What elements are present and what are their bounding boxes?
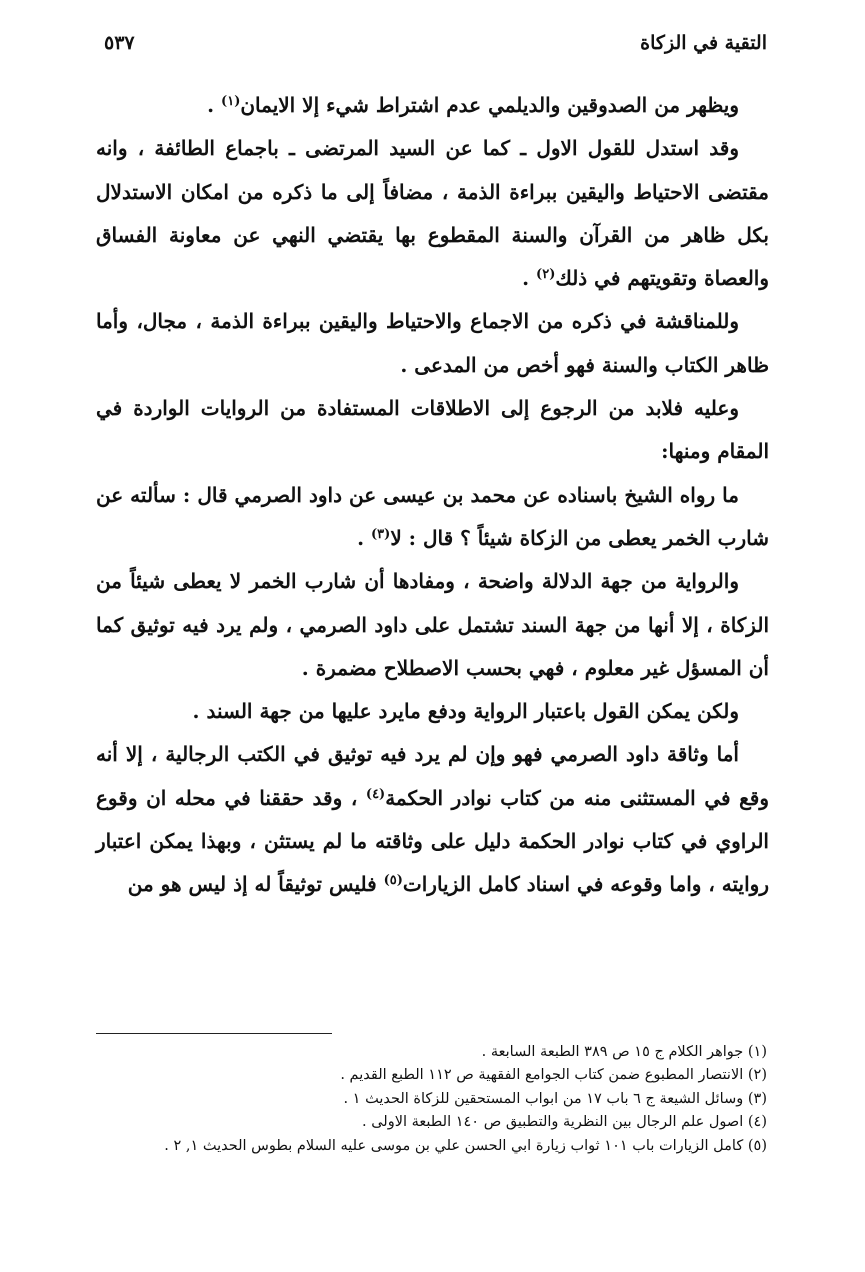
- paragraph-3: [96, 300, 769, 387]
- paragraph-6: [96, 560, 769, 690]
- running-title: التقية في الزكاة: [640, 32, 767, 54]
- paragraph-1: [96, 84, 769, 127]
- footnote-ref-5: (٥): [383, 873, 403, 889]
- paragraph-text: ولكن يمكن القول باعتبار الرواية ودفع مايرد عليها من جهة السند .: [192, 699, 739, 724]
- paragraph-text: ، وقد حققنا في محله ان وقوع الراوي في كتاب نوادر الحكمة دليل على وثاقته ما لم يستثن ، وبهذا يمكن اعتبار روايته ، واما وقوعه في اسناد كامل الزيارات: [96, 785, 769, 897]
- paragraph-2: [96, 127, 769, 300]
- footnote-4: (٤) اصول علم الرجال بين النظرية والتطبيق ص ١٤٠ الطبعة الاولى .: [361, 1114, 767, 1131]
- footnote-5: (٥) كامل الزيارات باب ١٠١ ثواب زيارة ابي الحسن علي بن موسى عليه السلام بطوس الحديث ١, ٢ .: [164, 1137, 767, 1154]
- paragraph-text: وقد استدل للقول الاول ـ كما عن السيد المرتضى ـ باجماع الطائفة ، وانه مقتضى الاحتياط واليقين ببراءة الذمة ، مضافاً إلى ما ذكره من امكان الاستدلال بكل ظاهر من القرآن والسنة المقطوع بها يقتضي النهي عن معاونة الفساق والعصاة وتقويتهم في ذلك: [96, 136, 769, 291]
- footnote-ref-1: (١): [221, 94, 241, 109]
- paragraph-5: [96, 474, 769, 561]
- paragraph-text: وللمناقشة في ذكره من الاجماع والاحتياط واليقين ببراءة الذمة ، مجال، وأما ظاهر الكتاب والسنة فهو أخص من المدعى .: [96, 309, 769, 377]
- footnotes: [97, 1041, 767, 1158]
- footnote-2: (٢) الانتصار المطبوع ضمن كتاب الجوامع الفقهية ص ١١٢ الطبع القديم .: [340, 1067, 767, 1084]
- paragraph-tail: .: [207, 93, 222, 117]
- paragraph-text: ويظهر من الصدوقين والديلمي عدم اشتراط شيء إلا الايمان: [240, 93, 739, 117]
- footnote-divider: [96, 1033, 332, 1034]
- paragraph-tail: .: [522, 266, 537, 291]
- paragraph-text: ما رواه الشيخ باسناده عن محمد بن عيسى عن داود الصرمي قال : سألته عن شارب الخمر يعطى من الزكاة شيئاً ؟ قال : لا: [96, 482, 769, 550]
- footnote-ref-4: (٤): [365, 786, 386, 802]
- paragraph-text: وعليه فلابد من الرجوع إلى الاطلاقات المستفادة من الروايات الواردة في المقام ومنها:: [96, 396, 769, 464]
- footnote-1: (١) جواهر الكلام ج ١٥ ص ٣٨٩ الطبعة السابعة .: [481, 1044, 767, 1060]
- paragraph-tail: .: [357, 525, 372, 550]
- body-text: [96, 84, 769, 907]
- paragraph-text: أما وثاقة داود الصرمي فهو وإن لم يرد فيه توثيق في الكتب الرجالية ، إلا أنه وقع في المستثنى منه من كتاب نوادر الحكمة: [96, 742, 769, 810]
- paragraph-text: فليس توثيقاً له إذ ليس هو من: [127, 872, 384, 897]
- page-number: ٥٣٧: [104, 32, 135, 54]
- footnote-3: (٣) وسائل الشيعة ج ٦ باب ١٧ من ابواب المستحقين للزكاة الحديث ١ .: [343, 1090, 767, 1107]
- footnote-ref-3: (٣): [371, 526, 391, 542]
- paragraph-8: [96, 733, 769, 906]
- paragraph-text: والرواية من جهة الدلالة واضحة ، ومفادها أن شارب الخمر لا يعطى شيئاً من الزكاة ، إلا أنها من جهة السند تشتمل على داود الصرمي ، ولم يرد فيه توثيق كما أن المسؤل غير معلوم ، فهي بحسب الاصطلاح مضمرة .: [96, 569, 769, 680]
- paragraph-7: [96, 690, 769, 733]
- footnote-ref-2: (٢): [536, 267, 556, 283]
- paragraph-4: [96, 387, 769, 474]
